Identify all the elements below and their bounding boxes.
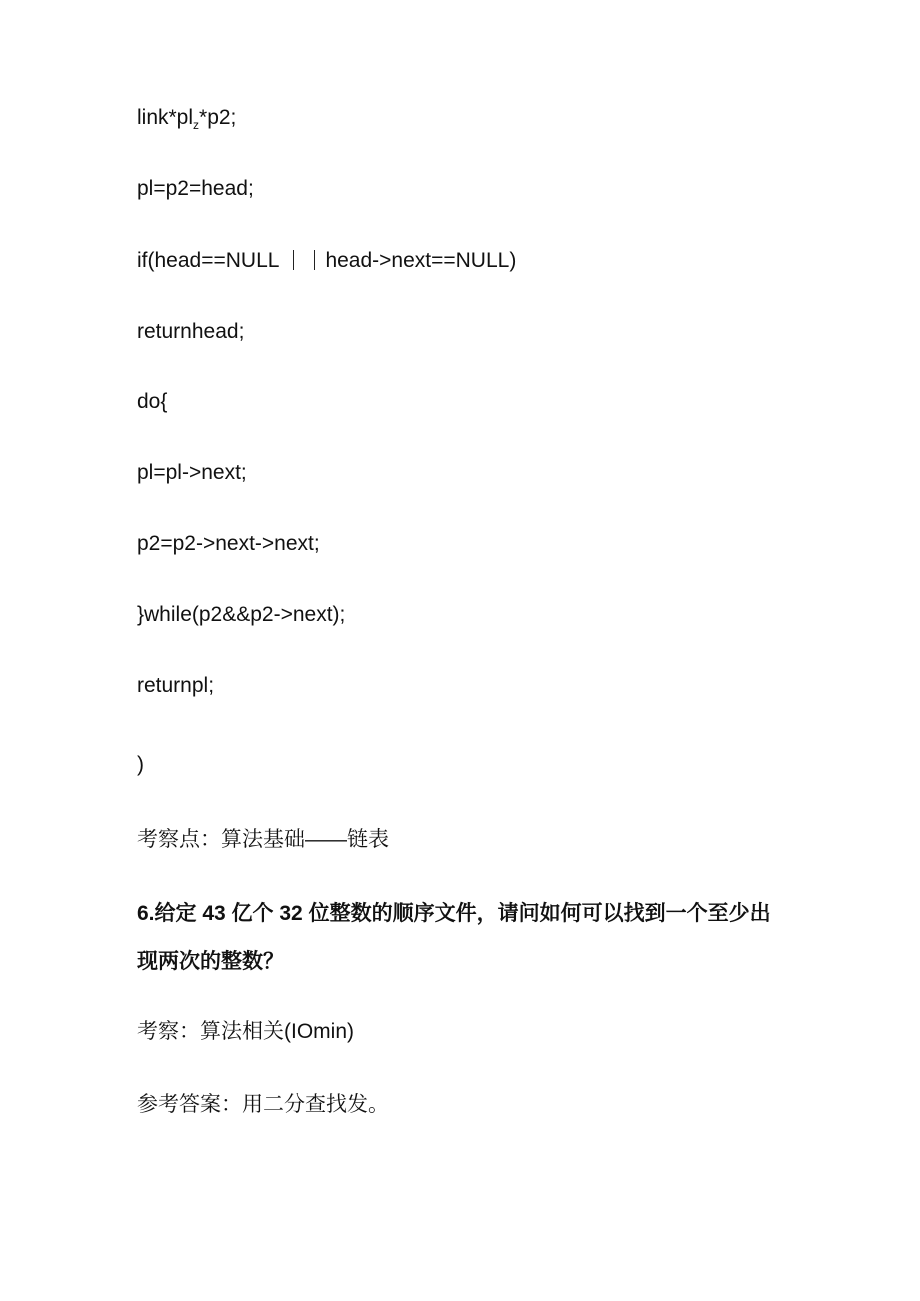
question-heading-line2: 现两次的整数？: [137, 950, 284, 973]
code-line-return-pl: returnpl;: [137, 674, 215, 697]
topic-note: 考察点：算法基础——链表: [137, 828, 389, 851]
code-line-assign: pl=p2=head;: [137, 177, 254, 200]
code-text: *p2;: [199, 106, 237, 129]
code-text: head->next==NULL): [325, 249, 517, 272]
code-line-close: ): [137, 753, 144, 776]
question-heading-line1: 6.给定 43 亿个 32 位整数的顺序文件，请问如何可以找到一个至少出: [137, 902, 771, 925]
code-text: if(head==NULL: [137, 249, 280, 272]
or-bar-left: [293, 250, 294, 270]
code-line-return-head: returnhead;: [137, 320, 245, 343]
code-line-do: do{: [137, 390, 168, 413]
code-line-if: [137, 247, 516, 275]
code-text: link*pl: [137, 106, 194, 129]
code-line-while: }while(p2&&p2->next);: [137, 603, 346, 626]
answer-note: 参考答案：用二分查找发。: [137, 1093, 389, 1116]
or-bar-right: [314, 250, 315, 270]
code-line-declaration: [137, 104, 236, 132]
code-subscript: z: [193, 118, 200, 132]
code-line-step1: pl=pl->next;: [137, 461, 247, 484]
exam-note: 考察：算法相关(IOmin): [137, 1020, 354, 1043]
code-line-step2: p2=p2->next->next;: [137, 532, 320, 555]
